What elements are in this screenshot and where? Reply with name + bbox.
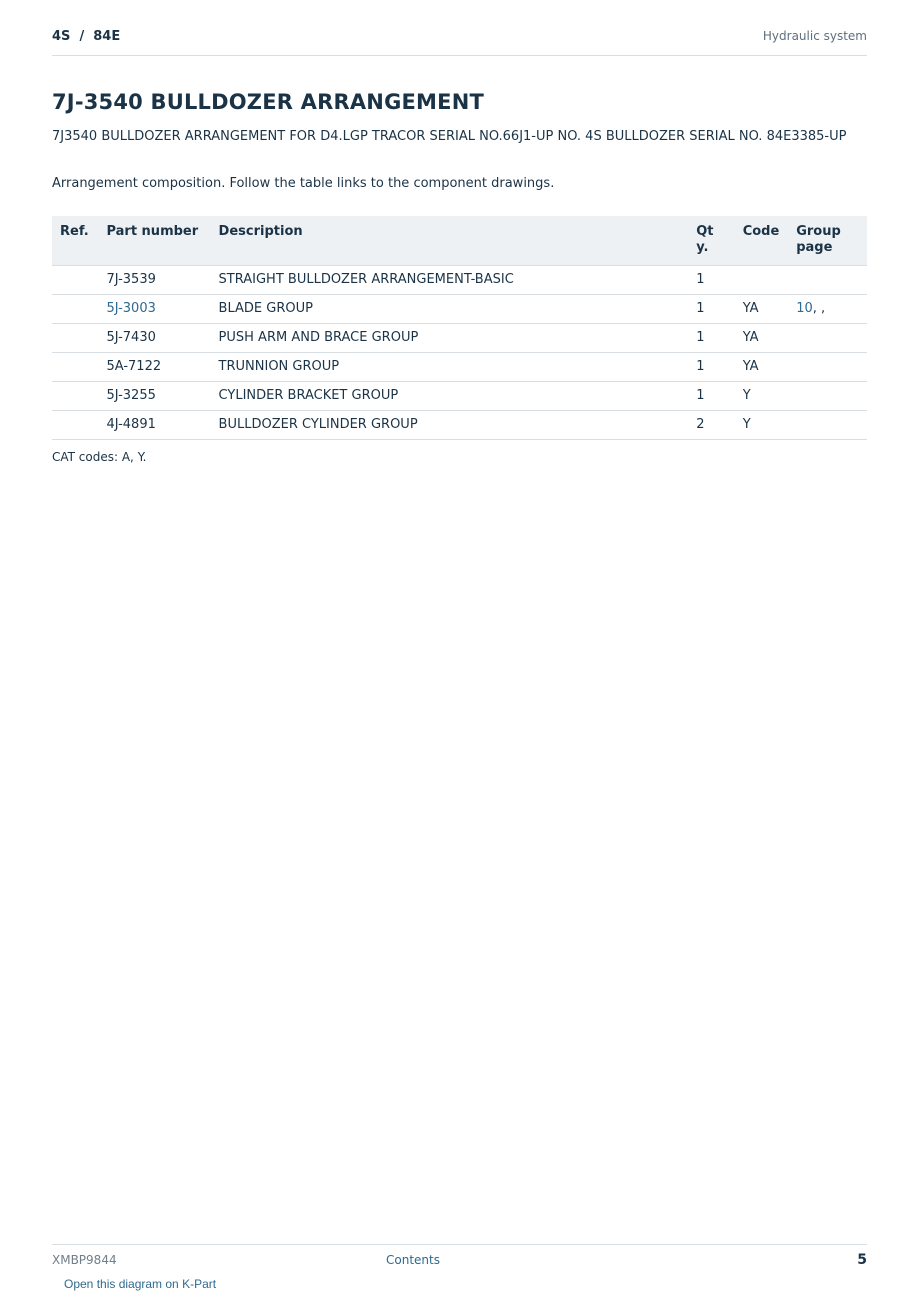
table-row bbox=[52, 382, 867, 411]
group-page-link[interactable]: 10 bbox=[796, 301, 813, 316]
cell-ref bbox=[52, 353, 98, 382]
cell-ref bbox=[52, 411, 98, 440]
header-qty-label: Qty. bbox=[696, 224, 714, 255]
section-name: Hydraulic system bbox=[762, 29, 867, 43]
header-qty bbox=[688, 216, 734, 266]
cell-group-page bbox=[788, 324, 867, 353]
cell-qty: 1 bbox=[688, 266, 734, 295]
page-title: 7J-3540 BULLDOZER ARRANGEMENT bbox=[52, 90, 485, 114]
cat-codes-note: CAT codes: A, Y. bbox=[52, 450, 147, 464]
cell-description: BLADE GROUP bbox=[211, 295, 689, 324]
cell-part-number: 7J-3539 bbox=[98, 266, 210, 295]
table-row bbox=[52, 295, 867, 324]
cell-code: YA bbox=[735, 324, 789, 353]
cell-qty: 1 bbox=[688, 353, 734, 382]
footer-divider bbox=[52, 1244, 867, 1245]
cell-group-page bbox=[788, 295, 867, 324]
cell-code: YA bbox=[735, 295, 789, 324]
cell-group-page bbox=[788, 382, 867, 411]
cell-ref bbox=[52, 295, 98, 324]
cell-description: CYLINDER BRACKET GROUP bbox=[211, 382, 689, 411]
cell-ref bbox=[52, 324, 98, 353]
table-row bbox=[52, 324, 867, 353]
table-row bbox=[52, 266, 867, 295]
header-part-number: Part number bbox=[98, 216, 210, 266]
cell-part-number bbox=[98, 295, 210, 324]
header-code: Code bbox=[735, 216, 789, 266]
header-group-page: Group page bbox=[788, 216, 867, 266]
cell-code: Y bbox=[735, 382, 789, 411]
header-divider bbox=[52, 55, 867, 56]
cell-code bbox=[735, 266, 789, 295]
parts-table bbox=[52, 216, 867, 440]
cell-description: PUSH ARM AND BRACE GROUP bbox=[211, 324, 689, 353]
cell-part-number: 5A-7122 bbox=[98, 353, 210, 382]
header-description: Description bbox=[211, 216, 689, 266]
cell-ref bbox=[52, 266, 98, 295]
cell-group-page bbox=[788, 266, 867, 295]
page-subtitle: 7J3540 BULLDOZER ARRANGEMENT FOR D4.LGP TRACOR SERIAL NO.66J1-UP NO. 4S BULLDOZER SERIAL NO. 84E3385-UP bbox=[52, 129, 847, 144]
cell-part-number: 5J-3255 bbox=[98, 382, 210, 411]
page-number: 5 bbox=[857, 1252, 867, 1268]
table-row bbox=[52, 411, 867, 440]
kpart-link[interactable]: Open this diagram on K-Part bbox=[64, 1277, 217, 1291]
cell-ref bbox=[52, 382, 98, 411]
cell-description: BULLDOZER CYLINDER GROUP bbox=[211, 411, 689, 440]
cell-part-number: 5J-7430 bbox=[98, 324, 210, 353]
cell-code: YA bbox=[735, 353, 789, 382]
cell-qty: 1 bbox=[688, 382, 734, 411]
header-ref: Ref. bbox=[52, 216, 98, 266]
cell-part-number: 4J-4891 bbox=[98, 411, 210, 440]
cell-qty: 1 bbox=[688, 295, 734, 324]
cell-group-page bbox=[788, 353, 867, 382]
part-number-link[interactable]: 5J-3003 bbox=[106, 301, 156, 316]
intro-text: Arrangement composition. Follow the table links to the component drawings. bbox=[52, 176, 555, 191]
cell-qty: 2 bbox=[688, 411, 734, 440]
cell-code: Y bbox=[735, 411, 789, 440]
group-page-separators: , , bbox=[812, 301, 826, 316]
breadcrumb: 4S / 84E bbox=[52, 29, 121, 44]
table-row bbox=[52, 353, 867, 382]
contents-link[interactable]: Contents bbox=[386, 1253, 440, 1267]
document-id: XMBP9844 bbox=[52, 1253, 117, 1267]
cell-description: STRAIGHT BULLDOZER ARRANGEMENT-BASIC bbox=[211, 266, 689, 295]
page-header bbox=[52, 29, 867, 44]
cell-description: TRUNNION GROUP bbox=[211, 353, 689, 382]
table-header-row bbox=[52, 216, 867, 266]
cell-group-page bbox=[788, 411, 867, 440]
cell-qty: 1 bbox=[688, 324, 734, 353]
